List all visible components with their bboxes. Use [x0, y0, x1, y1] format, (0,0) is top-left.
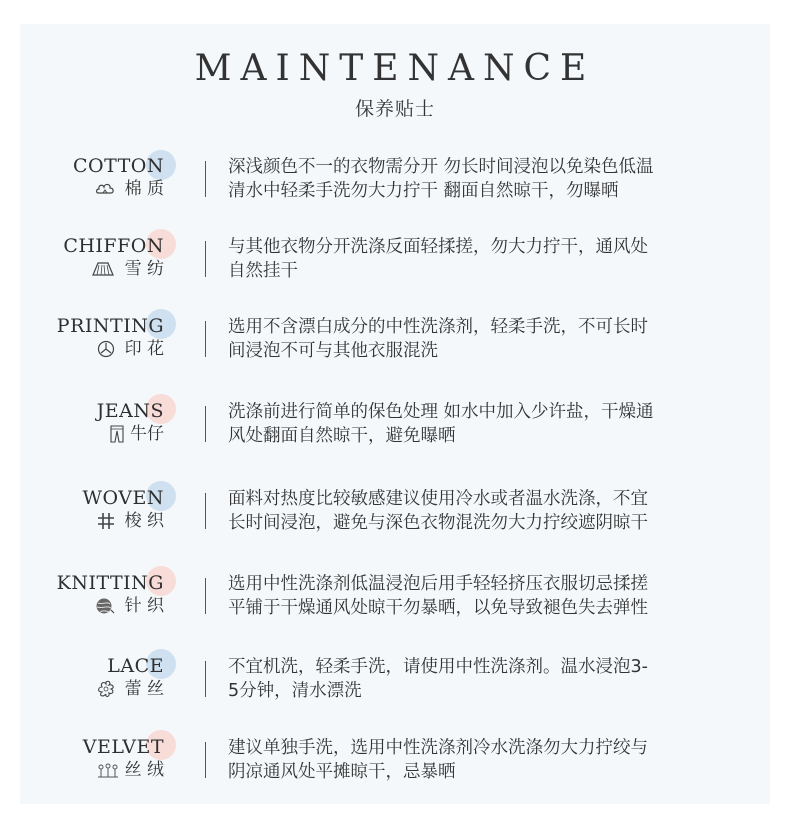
divider	[205, 321, 206, 357]
cotton-icon	[95, 181, 115, 197]
fabric-name-zh: 印 花	[124, 339, 164, 359]
care-line: 选用不含漂白成分的中性洗涤剂，轻柔手洗，不可长时	[228, 317, 648, 337]
care-item-printing	[0, 315, 790, 375]
care-line: 阴凉通风处平摊晾干，忌暴晒	[228, 762, 456, 782]
care-description	[228, 155, 728, 203]
divider	[205, 493, 206, 529]
care-line: 间浸泡不可与其他衣服混洗	[228, 341, 438, 361]
page-title: MAINTENANCE	[194, 48, 596, 89]
fabric-name-en: JEANS	[96, 400, 164, 422]
care-line: 自然挂干	[228, 261, 298, 281]
care-line: 清水中轻柔手洗勿大力拧干 翻面自然晾干，勿曝晒	[228, 181, 619, 201]
care-item-woven	[0, 487, 790, 547]
care-line: 平铺于干燥通风处晾干勿暴晒，以免导致褪色失去弹性	[228, 598, 648, 618]
fabric-name-zh: 牛仔	[130, 424, 164, 444]
fabric-name-zh: 针 织	[124, 596, 164, 616]
care-description	[228, 655, 728, 703]
care-line: 洗涤前进行简单的保色处理 如水中加入少许盐，干燥通	[228, 402, 654, 422]
care-item-chiffon	[0, 235, 790, 295]
care-line: 面料对热度比较敏感建议使用冷水或者温水洗涤，不宜	[228, 489, 648, 509]
care-item-velvet	[0, 736, 790, 796]
divider	[205, 241, 206, 277]
care-line: 长时间浸泡，避免与深色衣物混洗勿大力拧绞遮阴晾干	[228, 513, 648, 533]
printing-flower-icon	[97, 340, 115, 358]
fabric-name-zh: 棉 质	[124, 179, 164, 199]
fabric-name-en: COTTON	[72, 155, 164, 177]
lace-icon	[97, 680, 115, 698]
velvet-icon	[97, 762, 119, 778]
fabric-name-en: WOVEN	[82, 487, 164, 509]
care-description	[228, 572, 728, 620]
fabric-name-zh-group	[97, 338, 164, 360]
fabric-name-zh-group	[110, 423, 164, 445]
divider	[205, 406, 206, 442]
care-line: 建议单独手洗，选用中性洗涤剂冷水洗涤勿大力拧绞与	[228, 738, 648, 758]
fabric-name-en: LACE	[107, 655, 164, 677]
care-line: 深浅颜色不一的衣物需分开 勿长时间浸泡以免染色低温	[228, 157, 654, 177]
care-line: 选用中性洗涤剂低温浸泡后用手轻轻挤压衣服切忌揉搓	[228, 574, 648, 594]
care-line: 风处翻面自然晾干，避免曝晒	[228, 426, 456, 446]
jeans-icon	[110, 425, 124, 443]
yarn-ball-icon	[95, 597, 115, 615]
divider	[205, 661, 206, 697]
woven-icon	[97, 512, 115, 530]
fabric-name-en: CHIFFON	[63, 235, 164, 257]
fabric-name-zh: 丝 绒	[124, 760, 164, 780]
page-subtitle: 保养贴士	[354, 98, 435, 120]
care-line: 5分钟，清水漂洗	[228, 681, 362, 701]
divider	[205, 161, 206, 197]
care-description	[228, 400, 728, 448]
fabric-name-zh-group	[97, 759, 164, 781]
care-line: 与其他衣物分开洗涤反面轻揉搓，勿大力拧干，通风处	[228, 237, 648, 257]
divider	[205, 742, 206, 778]
care-line: 不宜机洗，轻柔手洗，请使用中性洗涤剂。温水浸泡3-	[228, 657, 648, 677]
care-description	[228, 235, 728, 283]
fabric-name-zh: 蕾 丝	[124, 679, 164, 699]
fabric-name-zh-group	[95, 178, 164, 200]
care-item-knitting	[0, 572, 790, 632]
fabric-name-en: PRINTING	[56, 315, 164, 337]
fabric-name-en: VELVET	[82, 736, 164, 758]
fabric-name-zh-group	[97, 510, 164, 532]
fabric-name-zh-group	[95, 595, 164, 617]
care-item-lace	[0, 655, 790, 715]
chiffon-skirt-icon	[91, 261, 115, 277]
fabric-name-zh: 雪 纺	[124, 259, 164, 279]
care-description	[228, 315, 728, 363]
fabric-name-zh-group	[91, 258, 164, 280]
care-description	[228, 487, 728, 535]
care-item-cotton	[0, 155, 790, 215]
care-item-jeans	[0, 400, 790, 460]
care-description	[228, 736, 728, 784]
fabric-name-zh: 梭 织	[124, 511, 164, 531]
fabric-name-zh-group	[97, 678, 164, 700]
divider	[205, 578, 206, 614]
fabric-name-en: KNITTING	[56, 572, 164, 594]
